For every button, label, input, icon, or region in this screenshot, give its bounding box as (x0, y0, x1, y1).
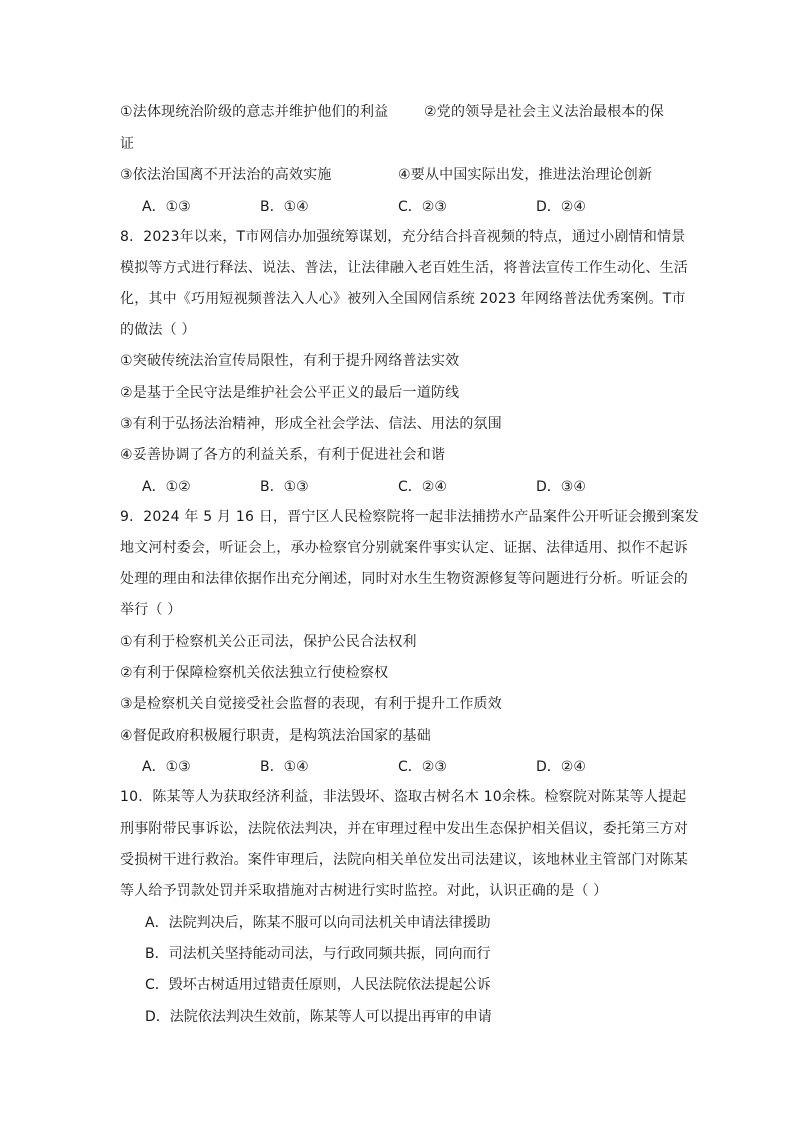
q9-statement-2: ②有利于保障检察机关依法独立行使检察权 (120, 665, 389, 681)
q9-option-a[interactable]: A．①③ (142, 759, 191, 775)
q8-stem-line-2: 模拟等方式进行释法、说法、普法，让法律融入老百姓生活，将普法宣传工作生动化、生活 (120, 260, 688, 276)
q7-option-b[interactable]: B．①④ (260, 199, 309, 215)
q9-option-d[interactable]: D．②④ (536, 759, 586, 775)
q10-stem-line-3: 受损树干进行救治。案件审理后，法院向相关单位发出司法建议，该地林业主管部门对陈某 (120, 852, 688, 868)
q8-stem-line-4: 的做法（ ） (120, 322, 196, 338)
q7-option-d[interactable]: D．②④ (536, 199, 586, 215)
q9-statement-4: ④督促政府积极履行职责，是构筑法治国家的基础 (120, 728, 431, 744)
q7-statement-2-cont: 证 (120, 136, 135, 152)
q7-statement-3: ③依法治国离不开法治的高效实施 (120, 167, 332, 183)
q9-stem-line-3: 处理的理由和法律依据作出充分阐述，同时对水生生物资源修复等问题进行分析。听证会的 (120, 571, 688, 587)
q7-option-c[interactable]: C．②③ (398, 199, 447, 215)
q8-statement-2: ②是基于全民守法是维护社会公平正义的最后一道防线 (120, 385, 460, 401)
q9-stem-line-1: 9．2024 年 5 月 16 日，晋宁区人民检察院将一起非法捕捞水产品案件公开听证会搬到案发 (120, 509, 699, 525)
q7-options (120, 198, 680, 216)
q10-stem-line-2: 刑事附带民事诉讼，法院依法判决，并在审理过程中发出生态保护相关倡议，委托第三方对 (120, 821, 688, 837)
q8-options (120, 478, 680, 496)
q10-choice-b[interactable]: B．司法机关坚持能动司法，与行政同频共振，同向而行 (145, 946, 491, 962)
q10-choice-c[interactable]: C．毁坏古树适用过错责任原则，人民法院依法提起公诉 (145, 977, 491, 993)
q7-statement-2: ②党的领导是社会主义法治最根本的保 (424, 104, 664, 120)
q9-statement-1: ①有利于检察机关公正司法，保护公民合法权利 (120, 634, 417, 650)
q10-stem-line-1: 10．陈某等人为获取经济利益，非法毁坏、盗取古树名木 10余株。检察院对陈某等人提起 (120, 789, 687, 805)
q9-options (120, 758, 680, 776)
q8-option-d[interactable]: D．③④ (536, 479, 586, 495)
q8-option-a[interactable]: A．①② (142, 479, 191, 495)
q9-stem-line-4: 举行（ ） (120, 602, 182, 618)
q8-stem-line-1: 8．2023年以来，T市网信办加强统筹谋划，充分结合抖音视频的特点，通过小剧情和情景 (120, 229, 686, 245)
q7-option-a[interactable]: A．①③ (142, 199, 191, 215)
q9-statement-3: ③是检察机关自觉接受社会监督的表现，有利于提升工作质效 (120, 696, 502, 712)
q8-statement-3: ③有利于弘扬法治精神，形成全社会学法、信法、用法的氛围 (120, 416, 502, 432)
q10-choice-d[interactable]: D．法院依法判决生效前，陈某等人可以提出再审的申请 (145, 1009, 492, 1025)
q8-option-b[interactable]: B．①③ (260, 479, 309, 495)
q8-option-c[interactable]: C．②④ (398, 479, 447, 495)
q8-stem-line-3: 化，其中《巧用短视频普法入人心》被列入全国网信系统 2023 年网络普法优秀案例。T市 (120, 291, 686, 307)
q10-stem-line-4: 等人给予罚款处罚并采取措施对古树进行实时监控。对此，认识正确的是（ ） (120, 883, 608, 899)
q8-statement-1: ①突破传统法治宣传局限性，有利于提升网络普法实效 (120, 353, 460, 369)
q9-option-b[interactable]: B．①④ (260, 759, 309, 775)
q9-option-c[interactable]: C．②③ (398, 759, 447, 775)
q10-choice-a[interactable]: A．法院判决后，陈某不服可以向司法机关申请法律援助 (145, 915, 491, 931)
q8-statement-4: ④妥善协调了各方的利益关系，有利于促进社会和谐 (120, 447, 446, 463)
q7-statement-1: ①法体现统治阶级的意志并维护他们的利益 (120, 104, 389, 120)
q9-stem-line-2: 地文河村委会，听证会上，承办检察官分别就案件事实认定、证据、法律适用、拟作不起诉 (120, 540, 688, 556)
q7-statement-4: ④要从中国实际出发，推进法治理论创新 (398, 167, 653, 183)
